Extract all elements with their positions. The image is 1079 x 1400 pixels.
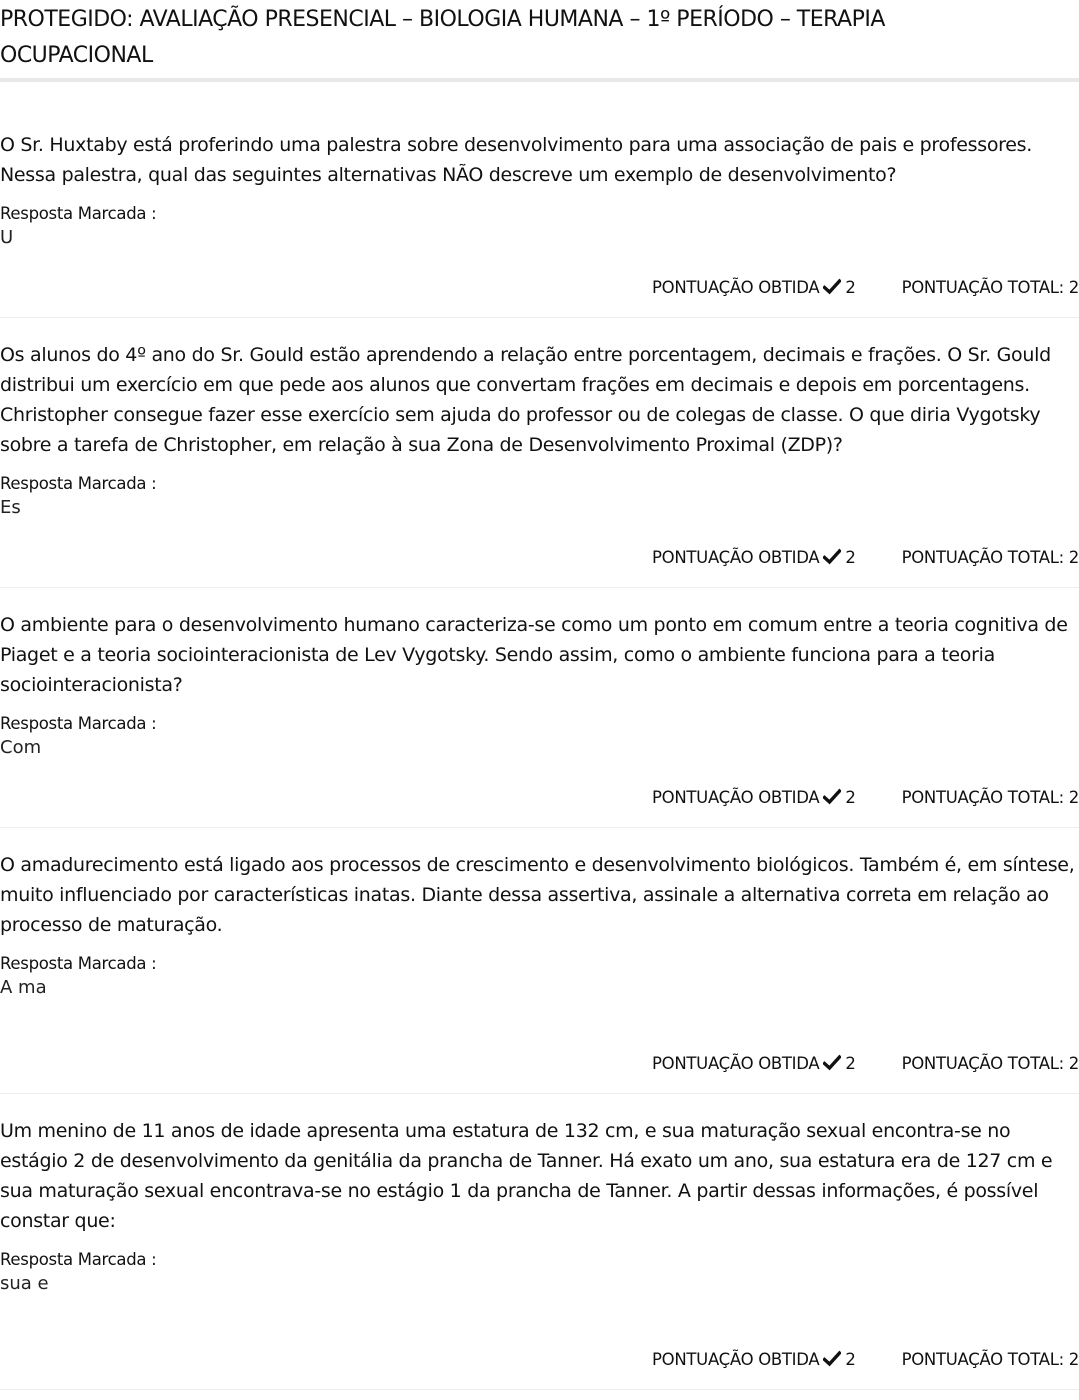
score-obtained-label: PONTUAÇÃO OBTIDA xyxy=(652,787,820,807)
score-total: PONTUAÇÃO TOTAL: 2 xyxy=(901,277,1079,297)
score-obtained-label: PONTUAÇÃO OBTIDA xyxy=(652,1053,820,1073)
question-text: O amadurecimento está ligado aos processos de crescimento e desenvolvimento biológicos. Também é, em síntese, muito influenciado por características inatas. Diante dessa assertiva, assinale a alternativa correta em relação ao processo de maturação. xyxy=(0,854,1075,936)
score-total: PONTUAÇÃO TOTAL: 2 xyxy=(901,1053,1079,1073)
answer-value: A ma xyxy=(0,977,47,998)
answer-label: Resposta Marcada : xyxy=(0,954,157,973)
score-row xyxy=(0,273,1079,301)
score-obtained xyxy=(652,548,856,567)
score-row xyxy=(0,1345,1079,1373)
check-icon xyxy=(823,278,841,296)
check-icon xyxy=(823,548,841,566)
answer-label: Resposta Marcada : xyxy=(0,474,157,493)
score-obtained xyxy=(652,788,856,807)
questions-list xyxy=(0,130,1079,1390)
score-row xyxy=(0,543,1079,571)
score-obtained-label: PONTUAÇÃO OBTIDA xyxy=(652,547,820,567)
score-row xyxy=(0,783,1079,811)
answer-value: Com xyxy=(0,737,42,758)
score-obtained-value: 2 xyxy=(845,277,856,297)
check-icon xyxy=(823,1054,841,1072)
question-item xyxy=(0,588,1079,828)
answer-value: U xyxy=(0,227,14,248)
score-row xyxy=(0,1049,1079,1077)
question-item xyxy=(0,130,1079,318)
score-obtained-value: 2 xyxy=(845,547,856,567)
answer-label: Resposta Marcada : xyxy=(0,714,157,733)
score-obtained xyxy=(652,1350,856,1369)
score-obtained-value: 2 xyxy=(845,787,856,807)
score-obtained xyxy=(652,278,856,297)
score-obtained-value: 2 xyxy=(845,1053,856,1073)
question-item xyxy=(0,318,1079,588)
page-title: PROTEGIDO: AVALIAÇÃO PRESENCIAL – BIOLOGIA HUMANA – 1º PERÍODO – TERAPIA OCUPACIONAL xyxy=(0,7,885,68)
score-obtained-label: PONTUAÇÃO OBTIDA xyxy=(652,277,820,297)
score-obtained-value: 2 xyxy=(845,1349,856,1369)
question-item xyxy=(0,828,1079,1094)
answer-value: Es xyxy=(0,497,21,518)
score-total: PONTUAÇÃO TOTAL: 2 xyxy=(901,787,1079,807)
question-item xyxy=(0,1094,1079,1390)
score-total: PONTUAÇÃO TOTAL: 2 xyxy=(901,547,1079,567)
page-header xyxy=(0,0,1079,82)
check-icon xyxy=(823,788,841,806)
score-total: PONTUAÇÃO TOTAL: 2 xyxy=(901,1349,1079,1369)
answer-value: sua e xyxy=(0,1273,49,1294)
question-text: O ambiente para o desenvolvimento humano caracteriza-se como um ponto em comum entre a teoria cognitiva de Piaget e a teoria sociointeracionista de Lev Vygotsky. Sendo assim, como o ambiente funciona para a teoria sociointeracionista? xyxy=(0,614,1068,696)
answer-label: Resposta Marcada : xyxy=(0,204,157,223)
question-text: Um menino de 11 anos de idade apresenta uma estatura de 132 cm, e sua maturação sexual encontra-se no estágio 2 de desenvolvimento da genitália da prancha de Tanner. Há exato um ano, sua estatura era de 127 cm e sua maturação sexual encontrava-se no estágio 1 da prancha de Tanner. A partir dessas informações, é possível constar que: xyxy=(0,1120,1053,1232)
check-icon xyxy=(823,1350,841,1368)
score-obtained xyxy=(652,1054,856,1073)
question-text: Os alunos do 4º ano do Sr. Gould estão aprendendo a relação entre porcentagem, decimais e frações. O Sr. Gould distribui um exercício em que pede aos alunos que convertam frações em decimais e depois em porcentagens. Christopher consegue fazer esse exercício sem ajuda do professor ou de colegas de classe. O que diria Vygotsky sobre a tarefa de Christopher, em relação à sua Zona de Desenvolvimento Proximal (ZDP)? xyxy=(0,344,1051,456)
answer-label: Resposta Marcada : xyxy=(0,1250,157,1269)
score-obtained-label: PONTUAÇÃO OBTIDA xyxy=(652,1349,820,1369)
question-text: O Sr. Huxtaby está proferindo uma palestra sobre desenvolvimento para uma associação de pais e professores. Nessa palestra, qual das seguintes alternativas NÃO descreve um exemplo de desenvolvimento? xyxy=(0,134,1032,186)
